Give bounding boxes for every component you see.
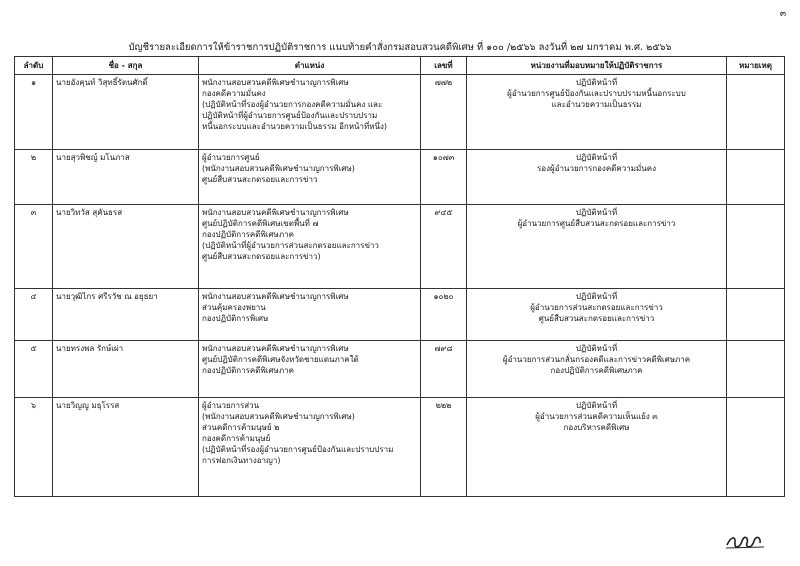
row-index: ๒	[15, 150, 53, 205]
row-position-line: (ปฏิบัติหน้าที่ผู้อำนวยการส่วนสะกดรอยและการข่าว	[202, 241, 379, 250]
row-position-line: (พนักงานสอบสวนคดีพิเศษชำนาญการพิเศษ)	[202, 412, 355, 421]
row-name: นายอังคุนท์ วิสุทธิ์รัตนศักดิ์	[53, 75, 199, 150]
row-department-line: และอำนวยความเป็นธรรม	[551, 100, 642, 109]
row-name: นายวิทวัส สุคันธรส	[53, 205, 199, 289]
header-department: หน่วยงานที่มอบหมายให้ปฏิบัติราชการ	[467, 57, 727, 75]
row-position-line: กองคดีความมั่นคง	[202, 89, 266, 98]
row-position-line: การฟอกเงินทางอาญา)	[202, 456, 281, 465]
row-position-line: กองปฏิบัติการคดีพิเศษภาค	[202, 230, 294, 239]
row-department	[467, 205, 727, 289]
row-position	[199, 205, 421, 289]
row-department-line: ปฏิบัติหน้าที่	[575, 78, 618, 87]
table-header-row	[15, 57, 785, 75]
row-position-line: ศูนย์ปฏิบัติการคดีพิเศษจังหวัดชายแดนภาคใต้	[202, 355, 359, 364]
row-number: ๗๗๒	[421, 75, 467, 150]
row-index: ๓	[15, 205, 53, 289]
row-department-line: ผู้อำนวยการศูนย์ป้องกันและปราบปรามหนี้นอกระบบ	[507, 89, 686, 98]
row-department	[467, 150, 727, 205]
row-position-line: ศูนย์สืบสวนสะกดรอยและการข่าว	[202, 175, 318, 184]
row-index: ๑	[15, 75, 53, 150]
row-position-line: พนักงานสอบสวนคดีพิเศษชำนาญการพิเศษ	[202, 344, 349, 353]
row-number: ๙๔๕	[421, 205, 467, 289]
table-row	[15, 75, 785, 150]
row-department-line: กองบริหารคดีพิเศษ	[563, 423, 630, 432]
row-position	[199, 398, 421, 497]
row-department	[467, 341, 727, 398]
row-position-line: ผู้อำนวยการศูนย์	[202, 153, 260, 162]
row-department-line: ผู้อำนวยการศูนย์สืบสวนสะกดรอยและการข่าว	[517, 219, 676, 228]
row-department-line: ผู้อำนวยการส่วนกลั่นกรองคดีและการข่าวคดีพิเศษภาค	[502, 355, 691, 364]
row-name: นายวุฒิไกร ศรีรวัช ณ อยุธยา	[53, 289, 199, 341]
row-department-line: ผู้อำนวยการส่วนคดีความเห็นแย้ง ๓	[535, 412, 658, 421]
row-position-line: (พนักงานสอบสวนคดีพิเศษชำนาญการพิเศษ)	[202, 164, 355, 173]
row-remark	[727, 341, 785, 398]
row-position-line: กองปฏิบัติการพิเศษ	[202, 314, 269, 323]
row-position-line: ปฏิบัติหน้าที่ผู้อำนวยการศูนย์ป้องกันและปราบปราม	[202, 111, 378, 120]
row-position-line: กองปฏิบัติการคดีพิเศษภาค	[202, 366, 294, 375]
signature-mark	[724, 528, 766, 552]
row-position	[199, 341, 421, 398]
row-number: ๒๒๒	[421, 398, 467, 497]
table-row	[15, 150, 785, 205]
document-title: บัญชีรายละเอียดการให้ข้าราชการปฏิบัติราชการ แนบท้ายคำสั่งกรมสอบสวนคดีพิเศษ ที่ ๑๐๐ /๒๕๖๖ ลงวันที่ ๒๗ มกราคม พ.ศ. ๒๕๖๖	[128, 42, 672, 53]
row-position	[199, 75, 421, 150]
row-remark	[727, 289, 785, 341]
header-index: ลำดับ	[15, 57, 53, 75]
row-position-line: ผู้อำนวยการส่วน	[202, 401, 260, 410]
row-position-line: หนี้นอกระบบและอำนวยความเป็นธรรม อีกหน้าที่หนึ่ง)	[202, 122, 388, 131]
row-department-line: กองปฏิบัติการคดีพิเศษภาค	[550, 366, 643, 375]
row-position-line: ศูนย์สืบสวนสะกดรอยและการข่าว)	[202, 252, 321, 261]
row-department-line: ปฏิบัติหน้าที่	[575, 208, 618, 217]
row-department-line: ศูนย์สืบสวนสะกดรอยและการข่าว	[538, 314, 655, 323]
row-department-line: ปฏิบัติหน้าที่	[575, 344, 618, 353]
assignment-table	[14, 56, 785, 497]
row-position-line: พนักงานสอบสวนคดีพิเศษชำนาญการพิเศษ	[202, 292, 349, 301]
row-department-line: ปฏิบัติหน้าที่	[575, 401, 618, 410]
header-name: ชื่อ - สกุล	[53, 57, 199, 75]
row-number: ๑๐๒๐	[421, 289, 467, 341]
row-position-line: พนักงานสอบสวนคดีพิเศษชำนาญการพิเศษ	[202, 78, 349, 87]
row-remark	[727, 205, 785, 289]
row-index: ๕	[15, 341, 53, 398]
row-remark	[727, 75, 785, 150]
row-position	[199, 289, 421, 341]
row-index: ๖	[15, 398, 53, 497]
table-row	[15, 341, 785, 398]
row-position-line: กองคดีการค้ามนุษย์	[202, 434, 271, 443]
header-position: ตำแหน่ง	[199, 57, 421, 75]
page-number: ๓	[779, 9, 786, 19]
row-department-line: รองผู้อำนวยการกองคดีความมั่นคง	[537, 164, 656, 173]
row-name: นายวิญญู มธุโรรส	[53, 398, 199, 497]
row-department-line: ปฏิบัติหน้าที่	[575, 153, 618, 162]
row-remark	[727, 150, 785, 205]
table-row	[15, 398, 785, 497]
row-name: นายทรงพล รักษ์เผ่า	[53, 341, 199, 398]
row-department	[467, 398, 727, 497]
row-remark	[727, 398, 785, 497]
row-department	[467, 289, 727, 341]
header-remark: หมายเหตุ	[727, 57, 785, 75]
row-position	[199, 150, 421, 205]
header-number: เลขที่	[421, 57, 467, 75]
row-name: นายสุวพิชญ์ มโนภาส	[53, 150, 199, 205]
table-body	[15, 75, 785, 497]
row-position-line: (ปฏิบัติหน้าที่รองผู้อำนวยการศูนย์ป้องกันและปราบปราม	[202, 445, 394, 454]
row-position-line: พนักงานสอบสวนคดีพิเศษชำนาญการพิเศษ	[202, 208, 349, 217]
row-index: ๔	[15, 289, 53, 341]
row-position-line: (ปฏิบัติหน้าที่รองผู้อำนวยการกองคดีความมั่นคง และ	[202, 100, 383, 109]
row-position-line: ส่วนคุ้มครองพยาน	[202, 303, 266, 312]
row-department	[467, 75, 727, 150]
table-row	[15, 205, 785, 289]
row-number: ๑๐๗๓	[421, 150, 467, 205]
row-position-line: ศูนย์ปฏิบัติการคดีพิเศษเขตพื้นที่ ๗	[202, 219, 319, 228]
row-department-line: ผู้อำนวยการส่วนสะกดรอยและการข่าว	[530, 303, 663, 312]
row-position-line: ส่วนคดีการค้ามนุษย์ ๒	[202, 423, 280, 432]
row-number: ๗๙๘	[421, 341, 467, 398]
table-row	[15, 289, 785, 341]
row-department-line: ปฏิบัติหน้าที่	[575, 292, 618, 301]
